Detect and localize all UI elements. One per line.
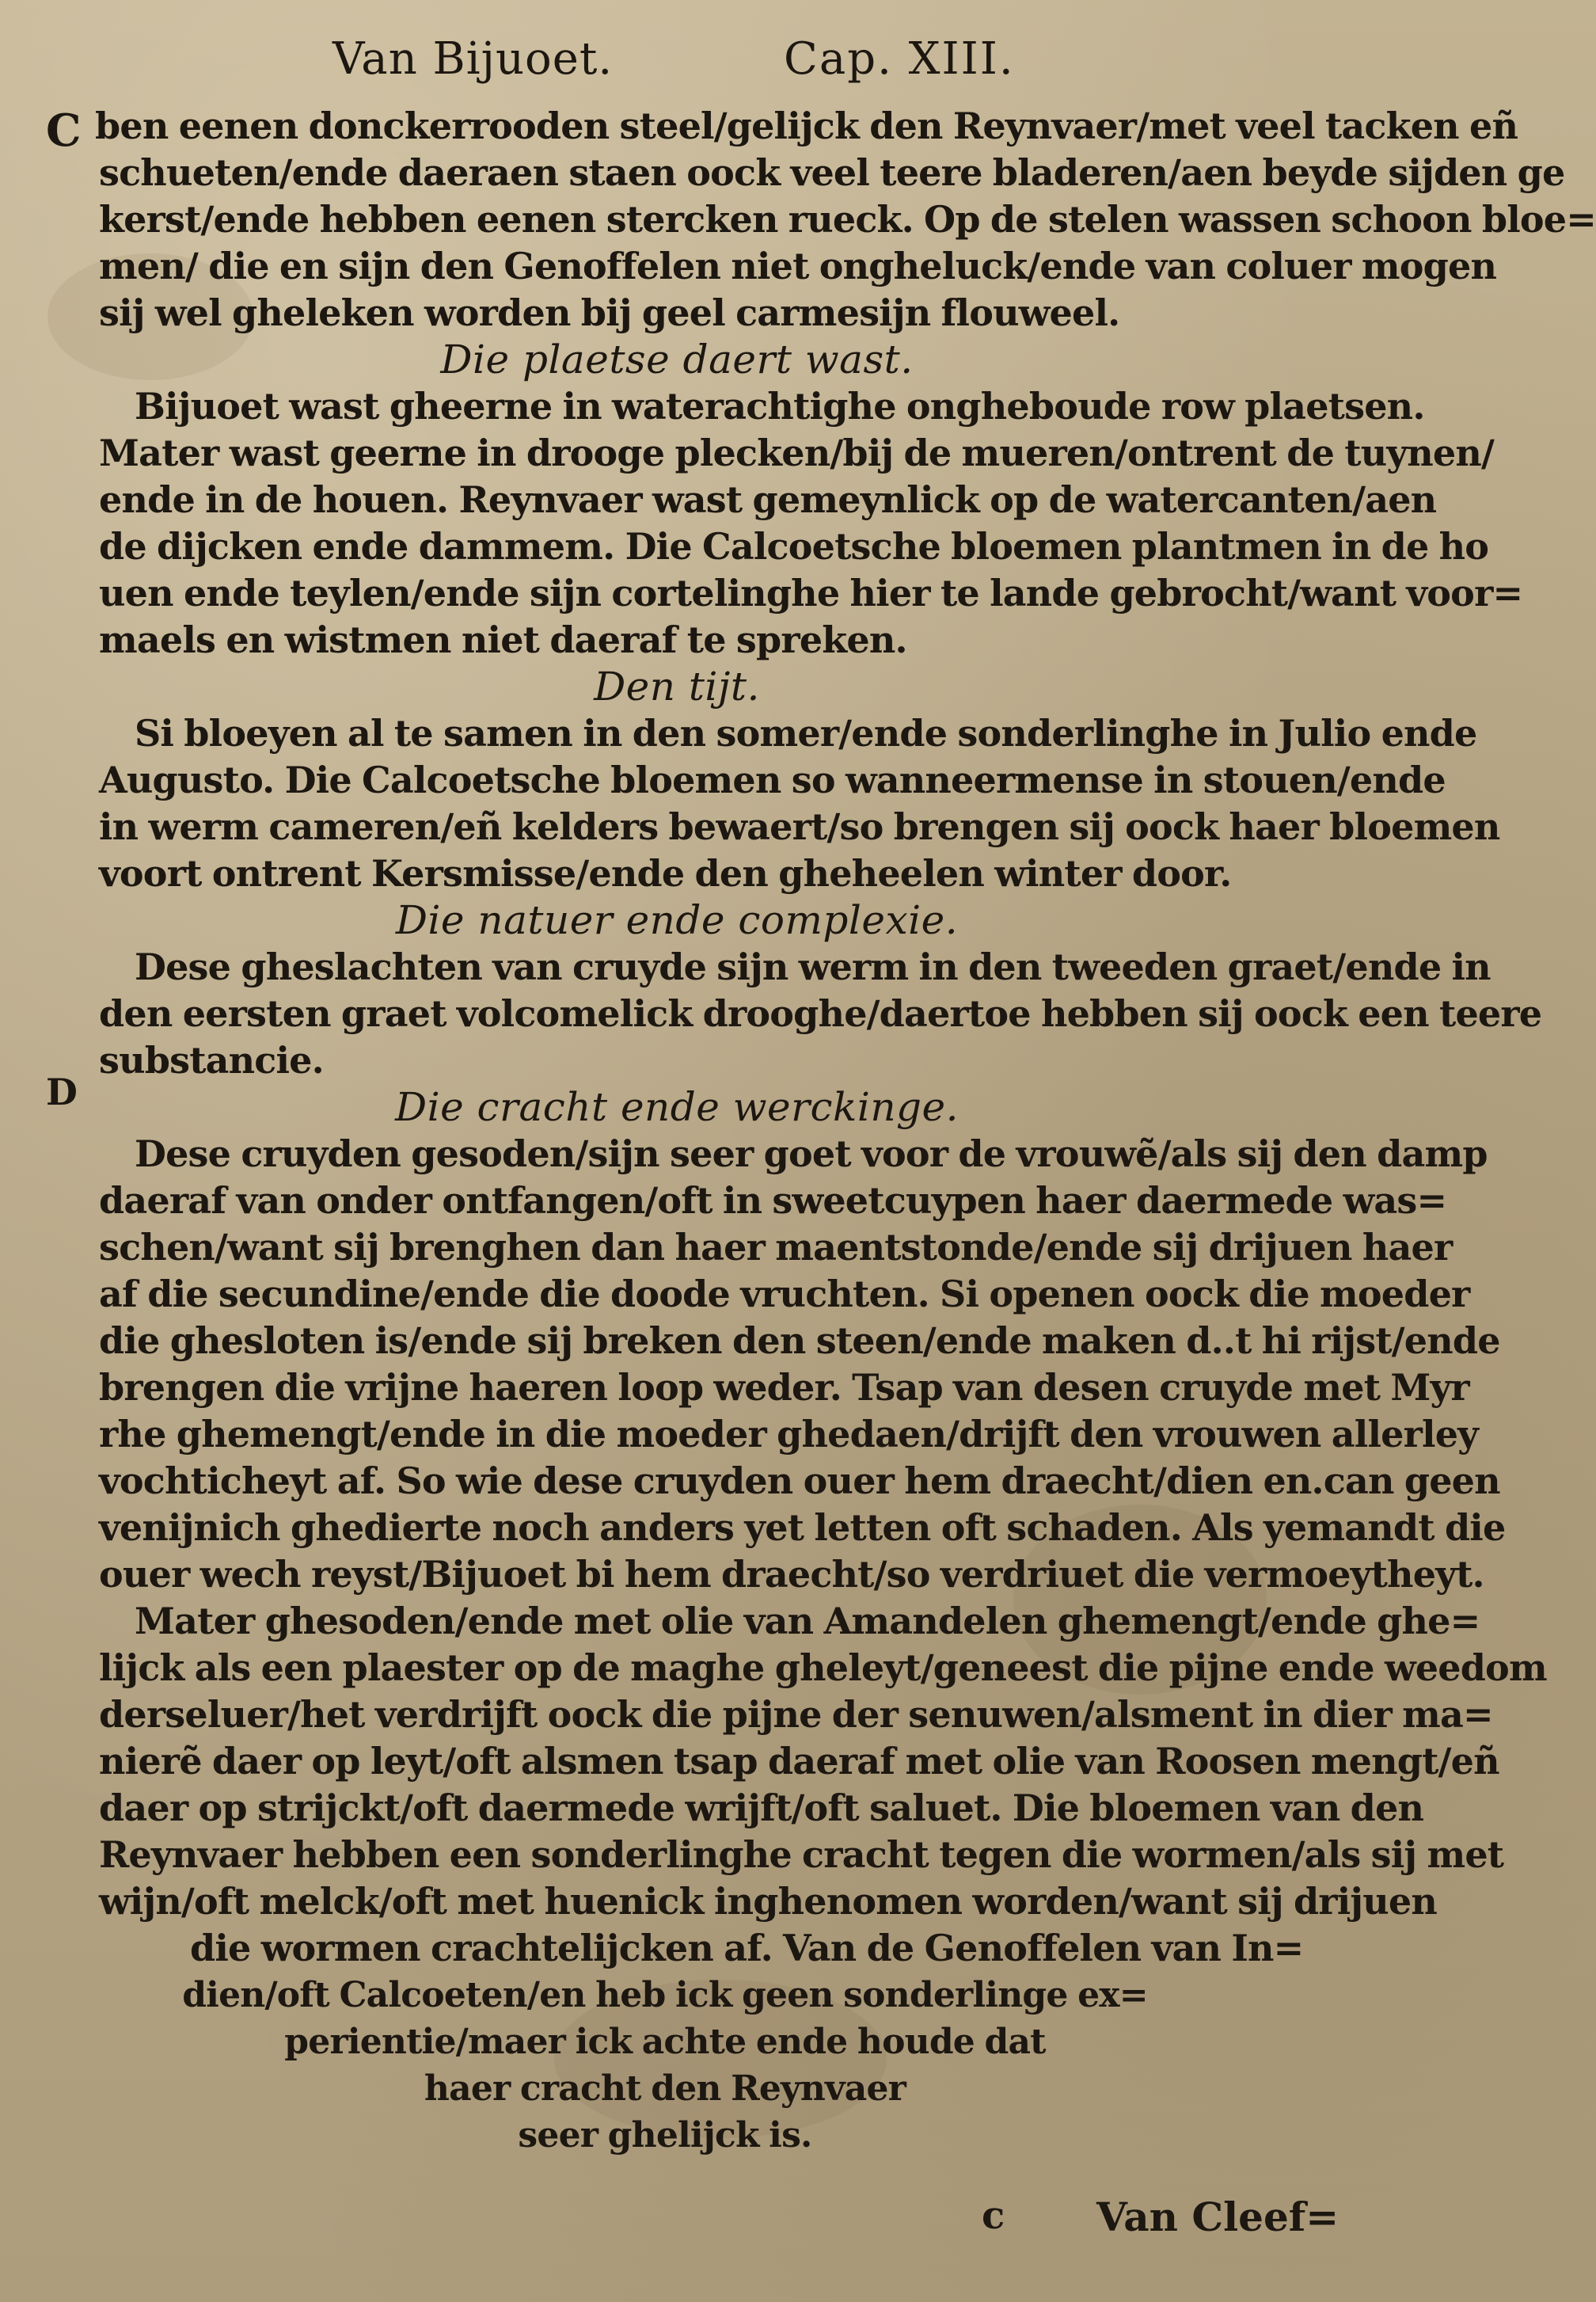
- text-line: voort ontrent Kersmisse/ende den gheheelen winter door.: [99, 852, 1232, 895]
- paragraph-time: [48, 710, 1500, 897]
- signature-mark: c: [982, 2194, 1005, 2238]
- page-footer: [0, 2194, 1368, 2249]
- text-line: rhe ghemengt/ende in die moeder ghedaen/drijft den vrouwen allerley: [99, 1413, 1479, 1455]
- text-line: schen/want sij brenghen dan haer maentstonde/ende sij drijuen haer: [99, 1226, 1453, 1269]
- text-line: Mater wast geerne in drooge plecken/bij de mueren/ontrent de tuynen/: [99, 432, 1495, 474]
- text-line: daer op strijckt/oft daermede wrijft/oft saluet. Die bloemen van den: [99, 1786, 1424, 1829]
- margin-initial-c: C: [46, 105, 82, 157]
- text-line: wijn/oft melck/oft met huenick inghenomen worden/want sij drijuen: [99, 1880, 1438, 1923]
- text-line: lijck als een plaester op de maghe gheleyt/geneest die pijne ende weedom: [99, 1646, 1547, 1689]
- text-line: Mater ghesoden/ende met olie van Amandelen ghemengt/ende ghe=: [135, 1600, 1480, 1642]
- section-heading-nature: Die natuer ende complexie.: [395, 897, 959, 943]
- text-line: die wormen crachtelijcken af. Van de Genoffelen van In=: [190, 1927, 1304, 1969]
- section-heading-place: Die plaetse daert wast.: [440, 337, 914, 382]
- text-line: ouer wech reyst/Bijuoet bi hem draecht/so verdriuet die vermoeytheyt.: [99, 1553, 1484, 1596]
- text-line: perientie/maer ick achte ende houde dat: [284, 2022, 1046, 2062]
- text-line: substancie.: [99, 1039, 324, 1082]
- text-line: seer ghelijck is.: [518, 2115, 812, 2156]
- text-line: sij wel gheleken worden bij geel carmesijn flouweel.: [99, 291, 1120, 334]
- text-line: haer cracht den Reynvaer: [424, 2068, 906, 2109]
- text-line: vochticheyt af. So wie dese cruyden ouer hem draecht/dien en.can geen: [99, 1459, 1500, 1502]
- section-heading-power: Die cracht ende werckinge.: [394, 1084, 960, 1130]
- page-header: [0, 33, 1368, 97]
- text-line: Dese cruyden gesoden/sijn seer goet voor de vrouwẽ/als sij den damp: [135, 1132, 1488, 1175]
- text-line: derseluer/het verdrijft oock die pijne der senuwen/alsment in dier ma=: [99, 1693, 1493, 1736]
- text-line: uen ende teylen/ende sijn cortelinghe hier te lande gebrocht/want voor=: [99, 572, 1523, 615]
- text-line: ende in de houen. Reynvaer wast gemeynlick op de watercanten/aen: [99, 478, 1437, 521]
- text-line: nierẽ daer op leyt/oft alsmen tsap daeraf met olie van Roosen mengt/eñ: [99, 1740, 1499, 1783]
- running-title: Van Bijuoet.: [332, 33, 614, 85]
- section-heading-time: Den tijt.: [594, 664, 760, 710]
- text-line: de dijcken ende dammem. Die Calcoetsche bloemen plantmen in de ho: [99, 525, 1489, 568]
- text-line: men/ die en sijn den Genoffelen niet ongheluck/ende van coluer mogen: [99, 245, 1497, 287]
- body-text: [48, 103, 1596, 2159]
- text-line: dien/oft Calcoeten/en heb ick geen sonderlinge ex=: [182, 1975, 1148, 2015]
- chapter-number: Cap. XIII.: [784, 33, 1015, 85]
- text-line: Reynvaer hebben een sonderlinghe cracht tegen die wormen/als sij met: [99, 1833, 1504, 1876]
- text-line: af die secundine/ende die doode vruchten. Si openen oock die moeder: [99, 1273, 1470, 1315]
- text-line: daeraf van onder ontfangen/oft in sweetcuypen haer daermede was=: [99, 1179, 1447, 1222]
- text-line: Dese gheslachten van cruyde sijn werm in den tweeden graet/ende in: [135, 946, 1491, 988]
- text-line: kerst/ende hebben eenen stercken rueck. Op de stelen wassen schoon bloe=: [99, 198, 1596, 241]
- paragraph-power: [48, 1131, 1547, 2159]
- text-line: in werm cameren/eñ kelders bewaert/so brengen sij oock haer bloemen: [99, 805, 1500, 848]
- text-line: ben eenen donckerrooden steel/gelijck den Reynvaer/met veel tacken eñ: [95, 105, 1518, 147]
- catchword: Van Cleef=: [1096, 2194, 1340, 2240]
- text-line: die ghesloten is/ende sij breken den steen/ende maken d..t hi rijst/ende: [99, 1319, 1500, 1362]
- text-line: Bijuoet wast gheerne in waterachtighe ongheboude row plaetsen.: [135, 385, 1425, 428]
- text-line: den eersten graet volcomelick drooghe/daertoe hebben sij oock een teere: [99, 992, 1542, 1035]
- text-line: Si bloeyen al te samen in den somer/ende sonderlinghe in Julio ende: [135, 712, 1477, 755]
- text-line: maels en wistmen niet daeraf te spreken.: [99, 618, 907, 661]
- text-line: schueten/ende daeraen staen oock veel teere bladeren/aen beyde sijden ge: [99, 151, 1565, 194]
- text-line: venijnich ghedierte noch anders yet letten oft schaden. Als yemandt die: [99, 1506, 1506, 1549]
- paragraph-description: [48, 103, 1596, 337]
- margin-letter-d: D: [46, 1071, 78, 1113]
- text-line: Augusto. Die Calcoetsche bloemen so wanneermense in stouen/ende: [99, 759, 1446, 801]
- paragraph-nature: [48, 944, 1542, 1084]
- text-line: brengen die vrijne haeren loop weder. Tsap van desen cruyde met Myr: [99, 1366, 1469, 1409]
- paragraph-place: [48, 383, 1523, 664]
